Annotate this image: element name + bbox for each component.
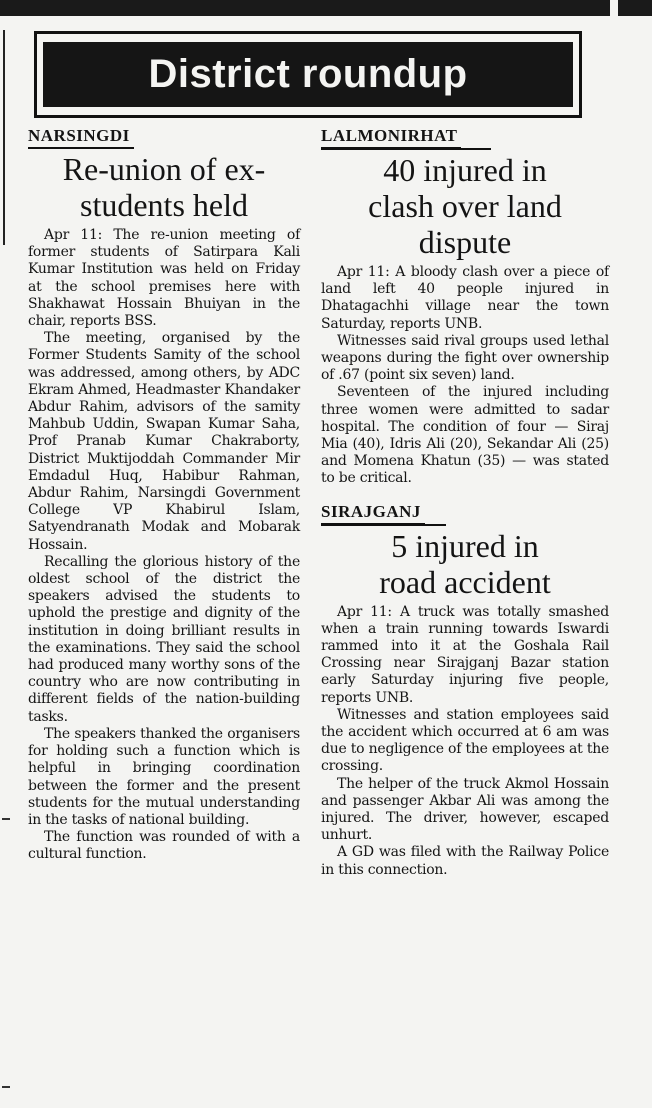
story-paragraph: Seventeen of the injured including three women were admitted to sadar hospital. The condition of four — Siraj Mia (40), Idris Ali (20), Sekandar Ali (25) and Momena Khatun (35) — was stated to be critical. xyxy=(321,384,609,487)
section-banner xyxy=(34,31,582,118)
left-column-rule xyxy=(3,30,5,245)
dateline-kicker: LALMONIRHAT xyxy=(321,126,461,149)
dateline-kicker: NARSINGDI xyxy=(28,126,134,149)
story-paragraph: The function was rounded of with a cultural function. xyxy=(28,829,300,863)
left-margin-tick xyxy=(2,1086,10,1088)
story-lalmonirhat xyxy=(321,126,609,488)
story-sirajganj xyxy=(321,502,609,879)
story-paragraph: A GD was filed with the Railway Police in this connection. xyxy=(321,844,609,878)
story-headline: Re-union of ex-students held xyxy=(62,151,266,223)
dateline-kicker: SIRAJGANJ xyxy=(321,502,425,525)
story-paragraph: The helper of the truck Akmol Hossain and passenger Akbar Ali was among the injured. The driver, however, escaped unhurt. xyxy=(321,775,609,844)
left-margin-tick xyxy=(2,818,10,820)
story-paragraph: Apr 11: A truck was totally smashed when a train running towards Iswardi rammed into it at the Goshala Rail Crossing near Sirajganj Bazar station early Saturday injuring five people, reports UNB. xyxy=(321,603,609,706)
left-column xyxy=(28,126,300,864)
top-border-gap xyxy=(610,0,618,16)
story-paragraph: Witnesses and station employees said the accident which occurred at 6 am was due to negligence of the employees at the crossing. xyxy=(321,706,609,775)
story-paragraph: Witnesses said rival groups used lethal weapons during the fight over ownership of .67 (point six seven) land. xyxy=(321,332,609,384)
story-paragraph: The speakers thanked the organisers for holding such a function which is helpful in bringing coordination between the former and the present students for the mutual understanding in the tasks of national building. xyxy=(28,725,300,828)
top-border-bar xyxy=(0,0,652,16)
story-paragraph: Apr 11: A bloody clash over a piece of land left 40 people injured in Dhatagachhi village near the town Saturday, reports UNB. xyxy=(321,264,609,332)
banner-fill xyxy=(43,42,573,107)
story-headline: 5 injured in road accident xyxy=(379,527,551,600)
story-narsingdi xyxy=(28,126,300,864)
banner-title: District roundup xyxy=(148,52,468,96)
story-headline: 40 injured in clash over land dispute xyxy=(368,152,562,260)
story-paragraph: The meeting, organised by the Former Students Samity of the school was addressed, among others, by ADC Ekram Ahmed, Headmaster Khandaker Abdur Rahim, advisors of the samity Mahbub Uddin, Swapan Kumar Saha, Prof Pranab Kumar Chakraborty, District Muktijoddah Commander Mir Emdadul Huq, Habibur Rahman, Abdur Rahim, Narsingdi Government College VP Khabirul Islam, Satyendranath Modak and Mobarak Hossain. xyxy=(28,330,300,553)
story-paragraph: Apr 11: The re-union meeting of former students of Satirpara Kali Kumar Institution was held on Friday at the school premises here with Shakhawat Hossain Bhuiyan in the chair, reports BSS. xyxy=(28,227,300,330)
right-column xyxy=(321,126,609,879)
story-paragraph: Recalling the glorious history of the oldest school of the district the speakers advised the students to uphold the prestige and dignity of the institution in doing brilliant results in the examinations. They said the school had produced many worthy sons of the country who are now contributing in different fields of the nation-building tasks. xyxy=(28,553,300,725)
